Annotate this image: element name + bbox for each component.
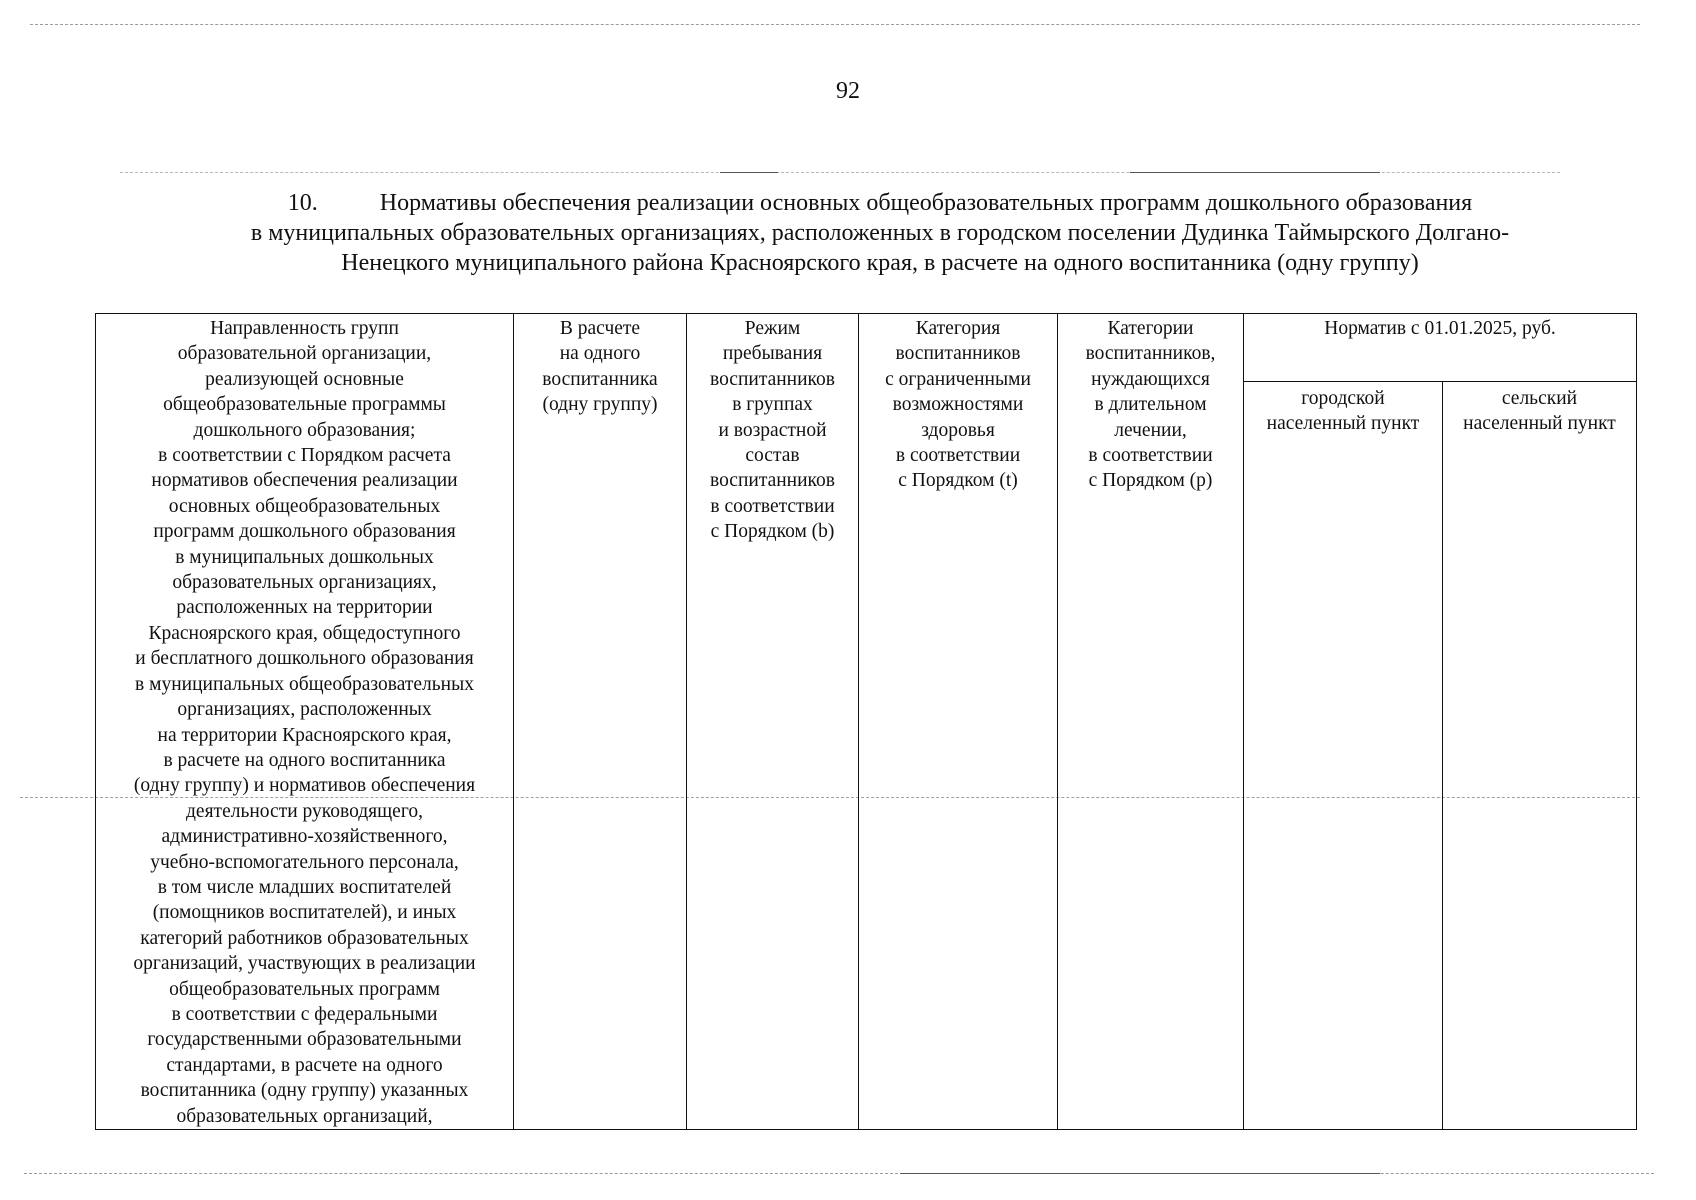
column-header-category-treatment	[1058, 314, 1244, 1130]
scan-artifact-bottom	[24, 1173, 1654, 1174]
column-header-rural	[1443, 382, 1637, 1130]
column-header-regime	[687, 314, 859, 1130]
column-header-category-disabled	[859, 314, 1058, 1130]
page-number: 92	[836, 78, 860, 104]
scan-artifact-top	[30, 24, 1640, 25]
heading-line-1-text: Нормативы обеспечения реализации основных общеобразовательных программ дошкольного образования	[379, 190, 1473, 216]
column-header-per-pupil	[514, 314, 687, 1130]
column-header-regime-text: Режим пребывания воспитанников в группах и возрастной состав воспитанников в соответствии с Порядком (b)	[710, 318, 835, 543]
column-header-urban	[1244, 382, 1443, 1130]
section-heading	[150, 188, 1610, 278]
scan-artifact-upper-mark-2	[1130, 172, 1380, 173]
heading-line-2: в муниципальных образовательных организациях, расположенных в городском поселении Дудинка Таймырского Долгано-	[250, 220, 1510, 246]
column-header-category-treatment-text: Категории воспитанников, нуждающихся в длительном лечении, в соответствии с Порядком (p)	[1085, 318, 1216, 492]
heading-item-number: 10.	[287, 190, 318, 216]
norms-table	[95, 313, 1637, 1130]
column-header-per-pupil-text: В расчете на одного воспитанника (одну группу)	[542, 318, 658, 416]
heading-line-1	[150, 188, 1610, 218]
scan-artifact-bottom-mark	[900, 1173, 1380, 1174]
scan-artifact-upper-mark-1	[720, 172, 778, 173]
column-header-norm-group-text: Норматив с 01.01.2025, руб.	[1324, 318, 1556, 339]
column-header-direction	[96, 314, 514, 1130]
column-header-category-disabled-text: Категория воспитанников с ограниченными возможностями здоровья в соответствии с Порядком (t)	[885, 318, 1031, 492]
column-header-rural-text: сельский населенный пункт	[1463, 388, 1616, 435]
column-header-norm-group	[1244, 314, 1637, 382]
column-header-direction-text: Направленность групп образовательной организации, реализующей основные общеобразовательные программы дошкольного образования; в соответствии с Порядком расчета нормативов обеспечения реализации основных общеобразовательных программ дошкольного образования в муниципальных дошкольных образовательных организациях, расположенных на территории Красноярского края, общедоступного и бесплатного дошкольного образования в муниципальных общеобразовательных организациях, расположенных на территории Красноярского края, в расчете на одного воспитанника (одну группу) и нормативов обеспечения деятельности руководящего, административно-хозяйственного, учебно-вспомогательного персонала, в том числе младших воспитателей (помощников воспитателей), и иных категорий работников образовательных организаций, участвующих в реализации общеобразовательных программ в соответствии с федеральными государственными образовательными стандартами, в расчете на одного воспитанника (одну группу) указанных образовательных организаций,	[133, 318, 476, 1127]
heading-line-3: Ненецкого муниципального района Красноярского края, в расчете на одного воспитанника (одну группу)	[341, 250, 1419, 276]
column-header-urban-text: городской населенный пункт	[1266, 388, 1420, 435]
